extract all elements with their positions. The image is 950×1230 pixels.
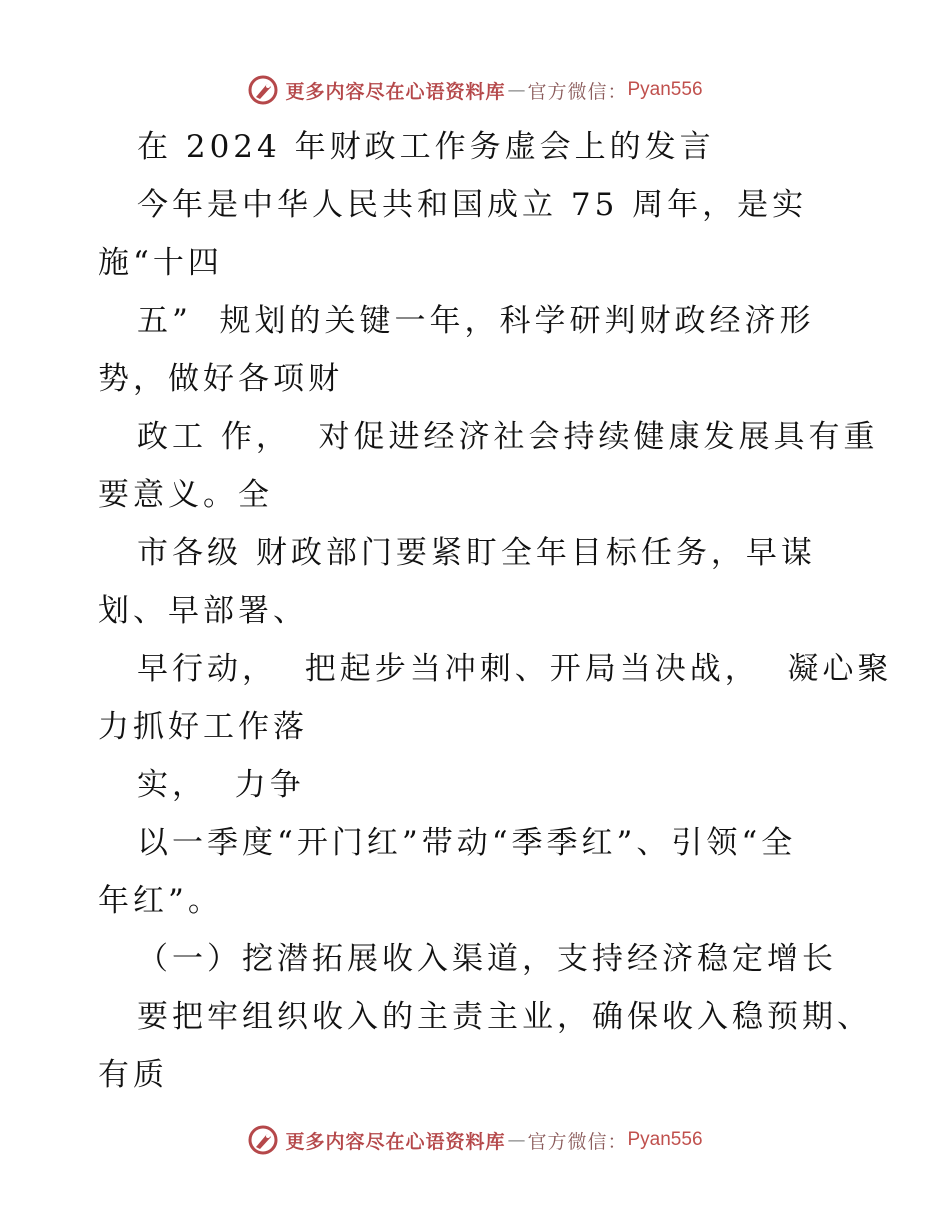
watermark-dash: — xyxy=(507,79,526,101)
watermark-header xyxy=(0,70,950,110)
section-heading: （一）挖潜拓展收入渠道，支持经济稳定增长 xyxy=(137,941,837,977)
document-title: 在 2024 年财政工作务虚会上的发言 xyxy=(137,129,715,165)
text-line: 早行动， 把起步当冲刺、开局当决战， 凝心聚 xyxy=(137,651,893,687)
text-line: 要把牢组织收入的主责主业，确保收入稳预期、 xyxy=(137,999,872,1035)
text-line: 政工 作， 对促进经济社会持续健康发展具有重 xyxy=(137,419,879,455)
watermark-wechat-label: 官方微信： xyxy=(527,80,628,103)
text-line: 有质 xyxy=(98,1057,168,1093)
text-line: 实， 力争 xyxy=(137,767,305,803)
pen-nib-circle-icon xyxy=(247,1124,279,1156)
text-line: 市各级 财政部门要紧盯全年目标任务，早谋 xyxy=(137,535,816,571)
text-line: 年红”。 xyxy=(98,883,223,919)
watermark-brand: 更多内容尽在心语资料库 xyxy=(285,1130,506,1153)
watermark-footer xyxy=(0,1120,950,1160)
watermark-handle: Pyan556 xyxy=(627,1129,703,1150)
text-line: 划、早部署、 xyxy=(98,593,308,629)
text-line: 五” 规划的关键一年，科学研判财政经济形 xyxy=(137,303,815,339)
text-line: 要意义。全 xyxy=(98,477,273,513)
watermark-dash: — xyxy=(507,1129,526,1151)
text-line: 今年是中华人民共和国成立 75 周年，是实 xyxy=(137,187,808,223)
watermark-wechat-label: 官方微信： xyxy=(527,1130,628,1153)
watermark-handle: Pyan556 xyxy=(627,79,703,100)
text-line: 施“十四 xyxy=(98,245,223,281)
text-line: 以一季度“开门红”带动“季季红”、引领“全 xyxy=(137,825,797,861)
watermark-brand: 更多内容尽在心语资料库 xyxy=(285,80,506,103)
text-line: 势，做好各项财 xyxy=(98,361,343,397)
text-line: 力抓好工作落 xyxy=(98,709,308,745)
pen-nib-circle-icon xyxy=(247,74,279,106)
